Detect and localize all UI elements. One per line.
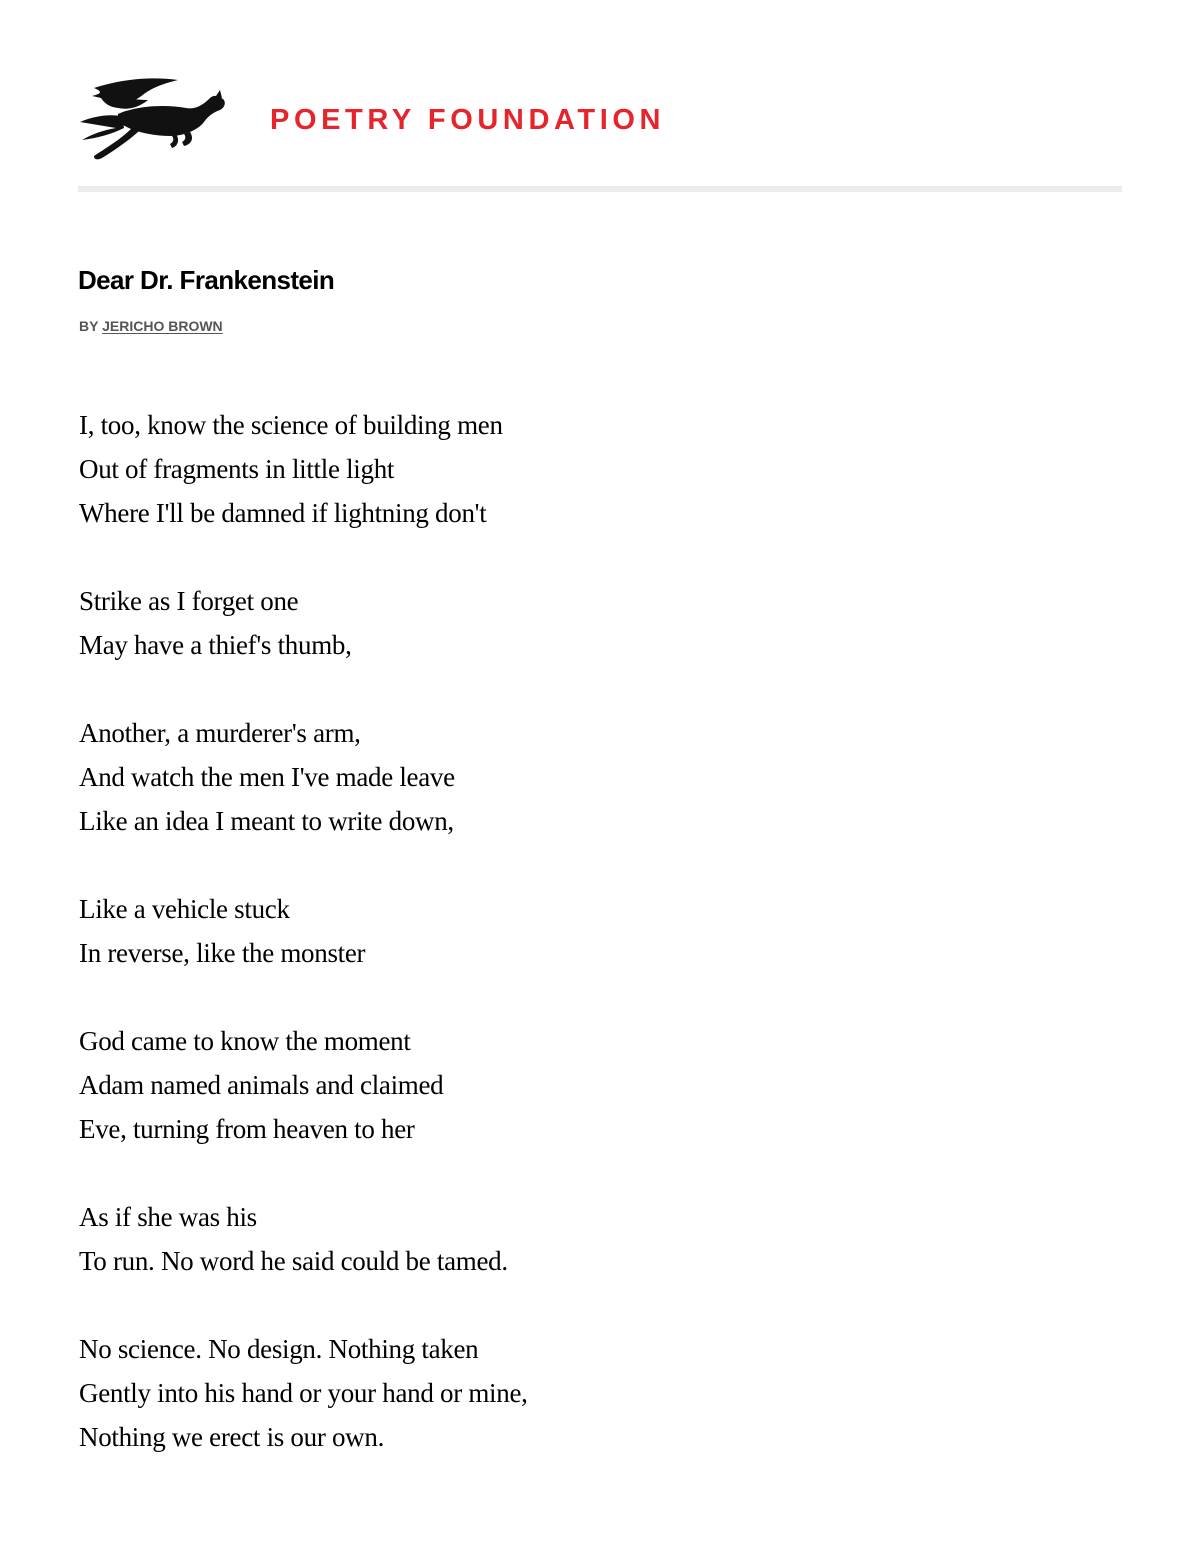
poem-line: Like a vehicle stuck <box>79 894 290 924</box>
poem-line: As if she was his <box>79 1202 257 1232</box>
poem-line: Adam named animals and claimed <box>79 1070 444 1100</box>
by-label: BY <box>79 318 99 334</box>
poem-line: Like an idea I meant to write down, <box>79 806 454 836</box>
stanza <box>79 887 979 975</box>
poem-line: God came to know the moment <box>79 1026 411 1056</box>
poem-line: Where I'll be damned if lightning don't <box>79 498 487 528</box>
poem-line: Eve, turning from heaven to her <box>79 1114 415 1144</box>
stanza <box>79 579 979 667</box>
poem-line: To run. No word he said could be tamed. <box>79 1246 508 1276</box>
pegasus-icon[interactable] <box>78 74 228 166</box>
poem-line: I, too, know the science of building men <box>79 410 503 440</box>
stanza <box>79 1019 979 1151</box>
brand-name[interactable]: POETRY FOUNDATION <box>270 104 666 136</box>
poem-line: And watch the men I've made leave <box>79 762 455 792</box>
author-link[interactable]: JERICHO BROWN <box>102 318 223 334</box>
poem-line: Strike as I forget one <box>79 586 299 616</box>
poem-line: No science. No design. Nothing taken <box>79 1334 479 1364</box>
poem-line: Out of fragments in little light <box>79 454 395 484</box>
poem-body <box>79 403 979 1503</box>
stanza <box>79 1327 979 1459</box>
byline <box>79 316 223 336</box>
stanza <box>79 403 979 535</box>
poem-line: Nothing we erect is our own. <box>79 1422 385 1452</box>
poem-line: May have a thief's thumb, <box>79 630 352 660</box>
poem-line: In reverse, like the monster <box>79 938 366 968</box>
stanza <box>79 1195 979 1283</box>
poem-line: Another, a murderer's arm, <box>79 718 361 748</box>
header-divider <box>78 186 1122 192</box>
poem-title: Dear Dr. Frankenstein <box>78 265 335 295</box>
poem-line: Gently into his hand or your hand or mine, <box>79 1378 528 1408</box>
site-header <box>78 74 1122 170</box>
stanza <box>79 711 979 843</box>
